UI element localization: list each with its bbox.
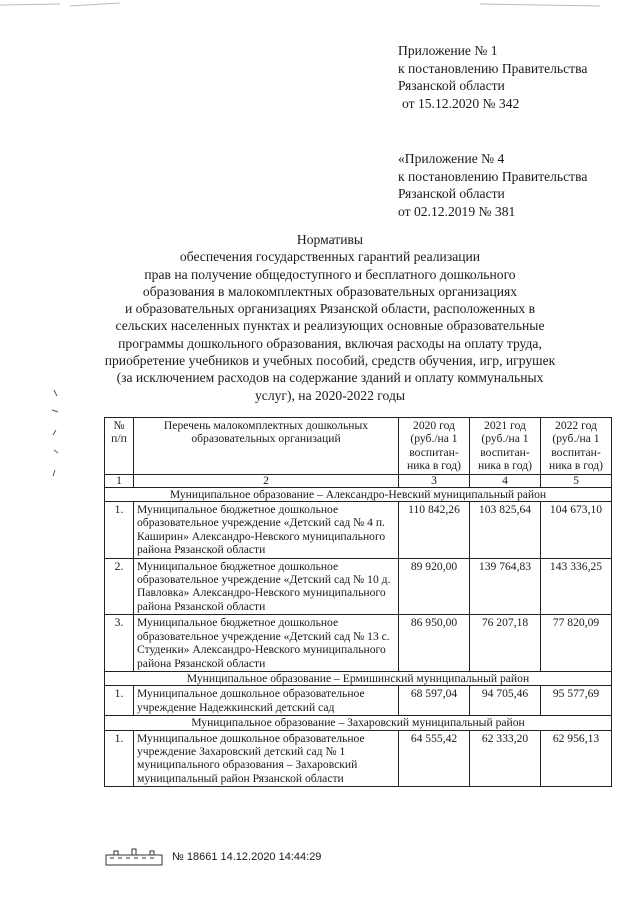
row-name: Муниципальное бюджетное дошкольное образовательное учреждение «Детский сад № 13 с. Студенки» Александро-Невского муниципального района Рязанской области: [134, 615, 399, 672]
row-name: Муниципальное дошкольное образовательное учреждение Захаровский детский сад № 1 муниципального образования – Захаровский муниципальный район Рязанской области: [134, 730, 399, 787]
title-line: программы дошкольного образования, включая расходы на оплату труда,: [118, 335, 542, 351]
col-index: 3: [399, 474, 470, 487]
title-line: сельских населенных пунктах и реализующих основные образовательные: [115, 318, 545, 334]
table-row: [105, 730, 612, 787]
appendix-4-line-4: от 02.12.2019 № 381: [398, 203, 516, 219]
norms-table: [104, 417, 612, 787]
building-stamp-icon: [104, 847, 164, 867]
row-name: Муниципальное дошкольное образовательное учреждение Надежкинский детский сад: [134, 686, 399, 716]
registration-number: № 18661 14.12.2020 14:44:29: [172, 851, 322, 863]
appendix-1-line-3: Рязанской области: [398, 78, 505, 93]
row-2020: 89 920,00: [399, 558, 470, 615]
region-row: [105, 487, 612, 501]
handwritten-margin-marks: [44, 380, 84, 520]
row-name: Муниципальное бюджетное дошкольное образовательное учреждение «Детский сад № 10 д. Павловка» Александро-Невского муниципального района Рязанской области: [134, 558, 399, 615]
region-title: Муниципальное образование – Захаровский муниципальный район: [105, 716, 612, 730]
appendix-4-line-3: Рязанской области: [398, 186, 505, 201]
registration-footer: [104, 846, 321, 868]
column-index-row: [105, 474, 612, 487]
header-name: Перечень малокомплектных дошкольных образовательных организаций: [134, 418, 399, 475]
appendix-1-line-4: от 15.12.2020 № 342: [402, 95, 520, 111]
row-2021: 94 705,46: [470, 686, 541, 716]
row-2021: 62 333,20: [470, 730, 541, 787]
title-line: (за исключением расходов на содержание зданий и оплату коммунальных: [116, 370, 544, 386]
table-row: [105, 615, 612, 672]
appendix-4-header: [398, 150, 587, 220]
appendix-4-line-1: «Приложение № 4: [398, 151, 505, 166]
appendix-1-header: [398, 42, 587, 112]
col-index: 2: [134, 474, 399, 487]
row-2022: 62 956,13: [541, 730, 612, 787]
row-2021: 103 825,64: [470, 502, 541, 559]
row-2020: 86 950,00: [399, 615, 470, 672]
region-row: [105, 671, 612, 685]
row-2021: 76 207,18: [470, 615, 541, 672]
region-title: Муниципальное образование – Александро-Невский муниципальный район: [105, 487, 612, 501]
row-2020: 68 597,04: [399, 686, 470, 716]
header-num: № п/п: [105, 418, 134, 475]
appendix-1-line-1: Приложение № 1: [398, 43, 498, 58]
table-row: [105, 558, 612, 615]
row-name: Муниципальное бюджетное дошкольное образовательное учреждение «Детский сад № 4 п. Каширин» Александро-Невского муниципального района Рязанской области: [134, 502, 399, 559]
row-2021: 139 764,83: [470, 558, 541, 615]
title-line: приобретение учебников и учебных пособий, средств обучения, игр, игрушек: [104, 353, 556, 369]
row-2022: 77 820,09: [541, 615, 612, 672]
row-num: 1.: [105, 686, 134, 716]
row-2022: 104 673,10: [541, 502, 612, 559]
document-title: [100, 231, 560, 404]
scan-edge-noise: [0, 0, 640, 10]
row-num: 2.: [105, 558, 134, 615]
title-line: и образовательных организациях Рязанской области, расположенных в: [124, 301, 536, 317]
header-2022: 2022 год (руб./на 1 воспитан-ника в год): [541, 418, 612, 475]
col-index: 4: [470, 474, 541, 487]
row-2020: 64 555,42: [399, 730, 470, 787]
row-num: 1.: [105, 730, 134, 787]
row-num: 3.: [105, 615, 134, 672]
table-header-row: [105, 418, 612, 475]
table-row: [105, 502, 612, 559]
row-2022: 143 336,25: [541, 558, 612, 615]
table-row: [105, 686, 612, 716]
title-heading: Нормативы: [296, 232, 364, 247]
title-line: обеспечения государственных гарантий реализации: [179, 249, 481, 265]
header-2020: 2020 год (руб./на 1 воспитан-ника в год): [399, 418, 470, 475]
row-num: 1.: [105, 502, 134, 559]
title-line: услуг), на 2020-2022 годы: [254, 387, 405, 403]
col-index: 1: [105, 474, 134, 487]
appendix-4-line-2: к постановлению Правительства: [398, 168, 588, 184]
row-2022: 95 577,69: [541, 686, 612, 716]
appendix-1-line-2: к постановлению Правительства: [398, 60, 588, 76]
region-row: [105, 716, 612, 730]
title-line: образования в малокомплектных образовательных организациях: [142, 283, 518, 299]
region-title: Муниципальное образование – Ермишинский муниципальный район: [105, 671, 612, 685]
col-index: 5: [541, 474, 612, 487]
header-2021: 2021 год (руб./на 1 воспитан-ника в год): [470, 418, 541, 475]
row-2020: 110 842,26: [399, 502, 470, 559]
title-line: прав на получение общедоступного и бесплатного дошкольного: [144, 266, 516, 282]
